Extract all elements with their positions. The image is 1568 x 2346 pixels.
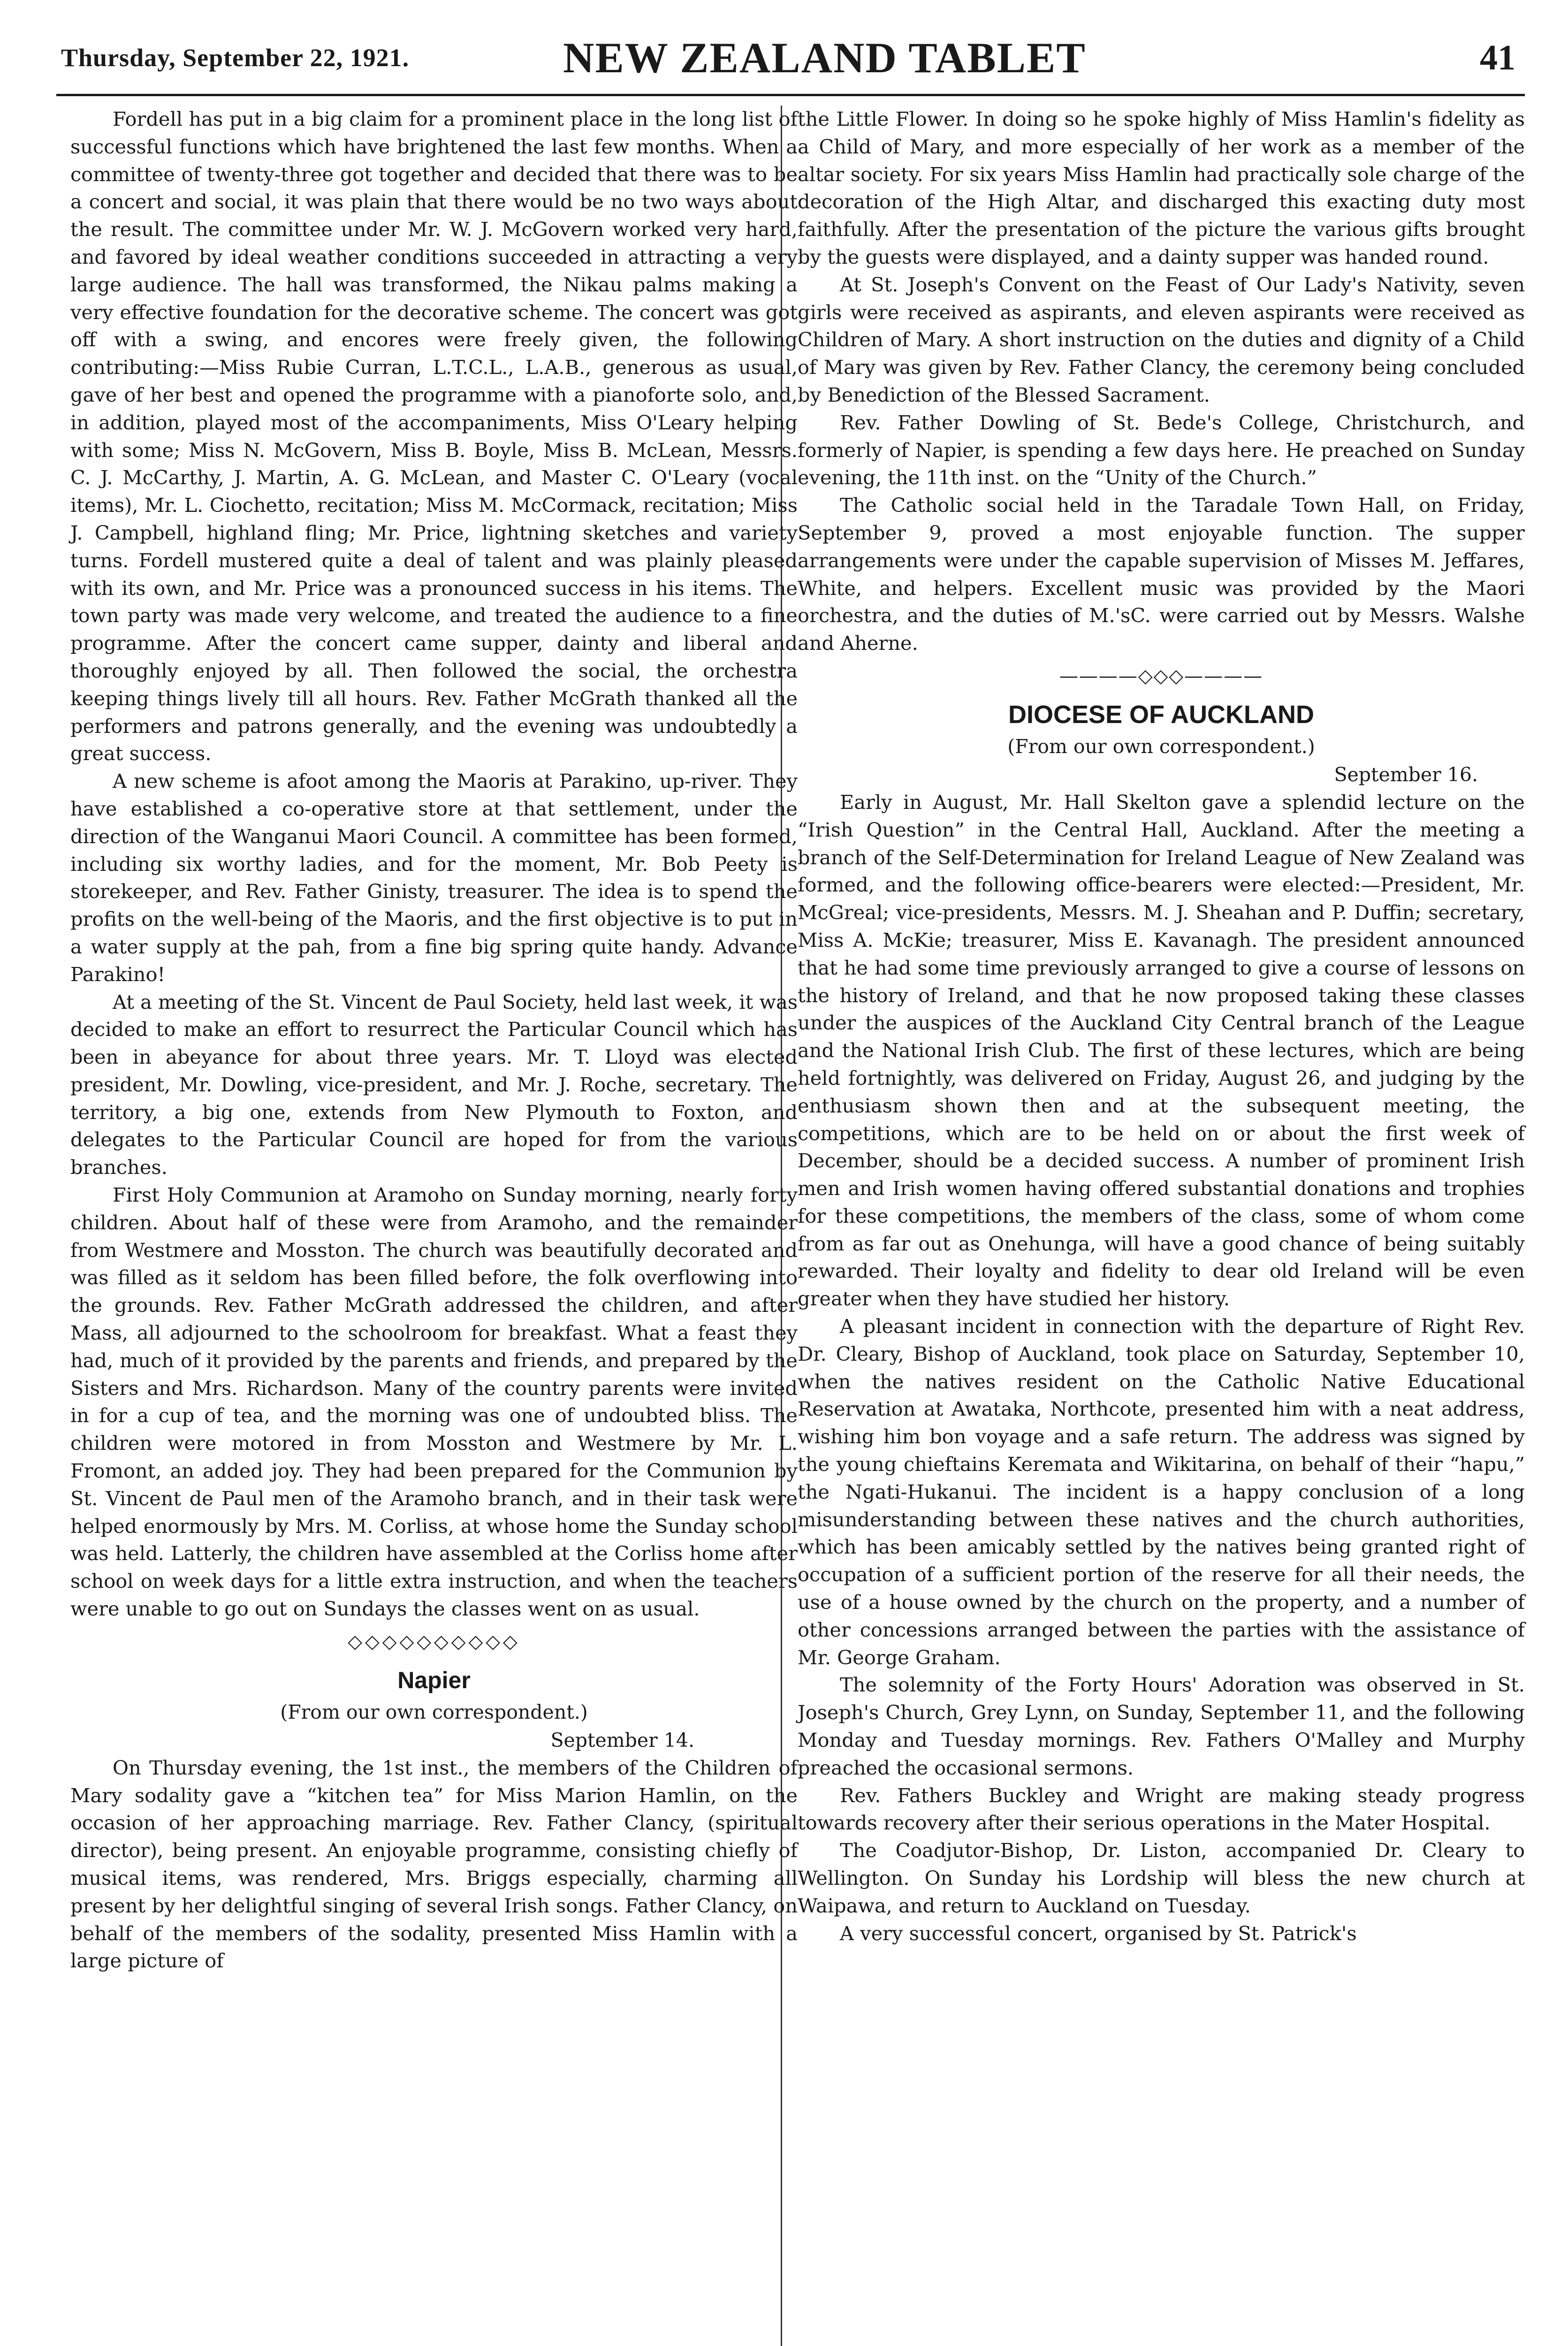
article-paragraph: At St. Joseph's Convent on the Feast of Our Lady's Nativity, seven girls were received as aspirants, and eleven aspirants were received as Children of Mary. A short instruction on the duties and dignity of a Child of Mary was given by Rev. Father Clancy, the ceremony being concluded by Benediction of the Blessed Sacrament. [798, 273, 1525, 406]
page-number: 41 [1480, 38, 1515, 77]
article-paragraph: The Coadjutor-Bishop, Dr. Liston, accompanied Dr. Cleary to Wellington. On Sunday his Lordship will bless the new church at Waipawa, and return to Auckland on Tuesday. [798, 1839, 1525, 1917]
newspaper-title: NEW ZEALAND TABLET [563, 34, 1086, 82]
article-paragraph: Fordell has put in a big claim for a prominent place in the long list of successful functions which have brightened the last few months. When a committee of twenty-three got together and decided that there was to be a concert and social, it was plain that there would be no two ways about the result. The committee under Mr. W. J. McGovern worked very hard, and favored by ideal weather conditions succeeded in attracting a very large audience. The hall was transformed, the Nikau palms making a very effective foundation for the decorative scheme. The concert was got off with a swing, and encores were freely given, the following contributing:—Miss Rubie Curran, L.T.C.L., L.A.B., generous as usual, gave of her best and opened the programme with a pianoforte solo, and, in addition, played most of the accompaniments, Miss O'Leary helping with some; Miss N. McGovern, Miss B. Boyle, Miss B. McLean, Messrs. C. J. McCarthy, J. Martin, A. G. McLean, and Master C. O'Leary (vocal items), Mr. L. Ciochetto, recitation; Miss M. McCormack, recitation; Miss J. Campbell, highland fling; Mr. Price, lightning sketches and variety turns. Fordell mustered quite a deal of talent and was plainly pleased with its own, and Mr. Price was a pronounced success in his items. The town party was made very welcome, and treated the audience to a fine programme. After the concert came supper, dainty and liberal and thoroughly enjoyed by all. Then followed the social, the orchestra keeping things lively till all hours. Rev. Father McGrath thanked all the performers and patrons generally, and the evening was undoubtedly a great success. [70, 107, 798, 765]
section-title-napier: Napier [397, 1667, 471, 1693]
section-title-auckland: DIOCESE OF AUCKLAND [1008, 700, 1314, 729]
article-paragraph: A pleasant incident in connection with the departure of Right Rev. Dr. Cleary, Bishop of Auckland, took place on Saturday, September 10, when the natives resident on the Catholic Native Educational Reservation at Awataka, Northcote, presented him with a neat address, wishing him bon voyage and a safe return. The address was signed by the young chieftains Keremata and Wikitarina, on behalf of their “hapu,” the Ngati-Hukanui. The incident is a happy conclusion of a long misunderstanding between these natives and the church authorities, which has been amicably settled by the natives being granted right of occupation of a sufficient portion of the reserve for all their needs, the use of a house owned by the church on the property, and a number of other concessions arranged between the parties with the assistance of Mr. George Graham. [798, 1315, 1525, 1669]
article-paragraph-continued: the Little Flower. In doing so he spoke highly of Miss Hamlin's fidelity as a Child of Mary, and more especially of her work as a member of the altar society. For six years Miss Hamlin had practically sole charge of the decoration of the High Altar, and discharged this exacting duty most faithfully. After the presentation of the picture the various gifts brought by the guests were displayed, and a dainty supper was handed round. [798, 107, 1525, 268]
issue-date: Thursday, September 22, 1921. [61, 44, 410, 72]
article-paragraph: Rev. Fathers Buckley and Wright are making steady progress towards recovery after their serious operations in the Mater Hospital. [798, 1783, 1525, 1835]
dateline: September 16. [1334, 763, 1478, 786]
dateline: September 14. [550, 1729, 694, 1752]
article-paragraph: On Thursday evening, the 1st inst., the members of the Children of Mary sodality gave a “kitchen tea” for Miss Marion Hamlin, on the occasion of her approaching marriage. Rev. Father Clancy, (spiritual director), being present. An enjoyable programme, consisting chiefly of musical items, was rendered, Mrs. Briggs especially, charming all present by her delightful singing of several Irish songs. Father Clancy, on behalf of the members of the sodality, presented Miss Hamlin with a large picture of [70, 1756, 798, 1973]
article-paragraph: A very successful concert, organised by St. Patrick's [840, 1921, 1357, 1945]
section-divider-ornament: ————◇◇◇———— [1059, 665, 1264, 687]
page-header [56, 33, 1525, 94]
article-paragraph: A new scheme is afoot among the Maoris at Parakino, up-river. They have established a co-operative store at that settlement, under the direction of the Wanganui Maori Council. A committee has been formed, including six worthy ladies, and for the moment, Mr. Bob Peety is storekeeper, and Rev. Father Ginisty, treasurer. The idea is to spend the profits on the well-being of the Maoris, and the first objective is to put in a water supply at the pah, from a fine big spring quite handy. Advance Parakino! [70, 769, 798, 986]
section-divider-ornament: ◇◇◇◇◇◇◇◇◇◇ [348, 1630, 520, 1653]
left-column [70, 106, 798, 1975]
correspondent-note: (From our own correspondent.) [1007, 735, 1315, 758]
correspondent-note: (From our own correspondent.) [280, 1700, 588, 1723]
header-rule [56, 94, 1525, 96]
article-paragraph: The Catholic social held in the Taradale Town Hall, on Friday, September 9, proved a most enjoyable function. The supper arrangements were under the capable supervision of Misses M. Jeffares, White, and helpers. Excellent music was provided by the Maori orchestra, and the duties of M.'sC. were carried out by Messrs. Walshe and Aherne. [798, 494, 1525, 655]
right-column [798, 106, 1525, 1947]
article-paragraph: Rev. Father Dowling of St. Bede's College, Christchurch, and formerly of Napier, is spending a few days here. He preached on Sunday evening, the 11th inst. on the “Unity of the Church.” [798, 411, 1525, 489]
article-paragraph: Early in August, Mr. Hall Skelton gave a splendid lecture on the “Irish Question” in the Central Hall, Auckland. After the meeting a branch of the Self-Determination for Ireland League of New Zealand was formed, and the following office-bearers were elected:—President, Mr. McGreal; vice-presidents, Messrs. M. J. Sheahan and P. Duffin; secretary, Miss A. McKie; treasurer, Miss E. Kavanagh. The president announced that he had some time previously arranged to give a course of lessons on the history of Ireland, and that he now proposed taking these classes under the auspices of the Auckland City Central branch of the League and the National Irish Club. The first of these lectures, which are being held fortnightly, was delivered on Friday, August 26, and judging by the enthusiasm shown then and at the subsequent meeting, the competitions, which are to be held on or about the first week of December, should be a decided success. A number of prominent Irish men and Irish women having offered substantial donations and trophies for these competitions, the members of the class, some of whom come from as far out as Onehunga, will have a good chance of being suitably rewarded. Their loyalty and fidelity to dear old Ireland will be even greater when they have studied her history. [798, 790, 1525, 1310]
article-paragraph: First Holy Communion at Aramoho on Sunday morning, nearly forty children. About half of these were from Aramoho, and the remainder from Westmere and Mosston. The church was beautifully decorated and was filled as it seldom has been filled before, the folk overflowing into the grounds. Rev. Father McGrath addressed the children, and after Mass, all adjourned to the schoolroom for breakfast. What a feast they had, much of it provided by the parents and friends, and prepared by the Sisters and Mrs. Richardson. Many of the country parents were invited in for a cup of tea, and the morning was one of undoubted bliss. The children were motored in from Mosston and Westmere by Mr. L. Fromont, an added joy. They had been prepared for the Communion by St. Vincent de Paul men of the Aramoho branch, and in their task were helped enormously by Mrs. M. Corliss, at whose home the Sunday school was held. Latterly, the children have assembled at the Corliss home after school on week days for a little extra instruction, and when the teachers were unable to go out on Sundays the classes went on as usual. [70, 1183, 798, 1621]
article-paragraph: The solemnity of the Forty Hours' Adoration was observed in St. Joseph's Church, Grey Lynn, on Sunday, September 11, and the following Monday and Tuesday mornings. Rev. Fathers O'Malley and Murphy preached the occasional sermons. [798, 1673, 1525, 1779]
article-paragraph: At a meeting of the St. Vincent de Paul Society, held last week, it was decided to make an effort to resurrect the Particular Council which has been in abeyance for about three years. Mr. T. Lloyd was elected president, Mr. Dowling, vice-president, and Mr. J. Roche, secretary. The territory, a big one, extends from New Plymouth to Foxton, and delegates to the Particular Council are hoped for from the various branches. [70, 990, 798, 1179]
